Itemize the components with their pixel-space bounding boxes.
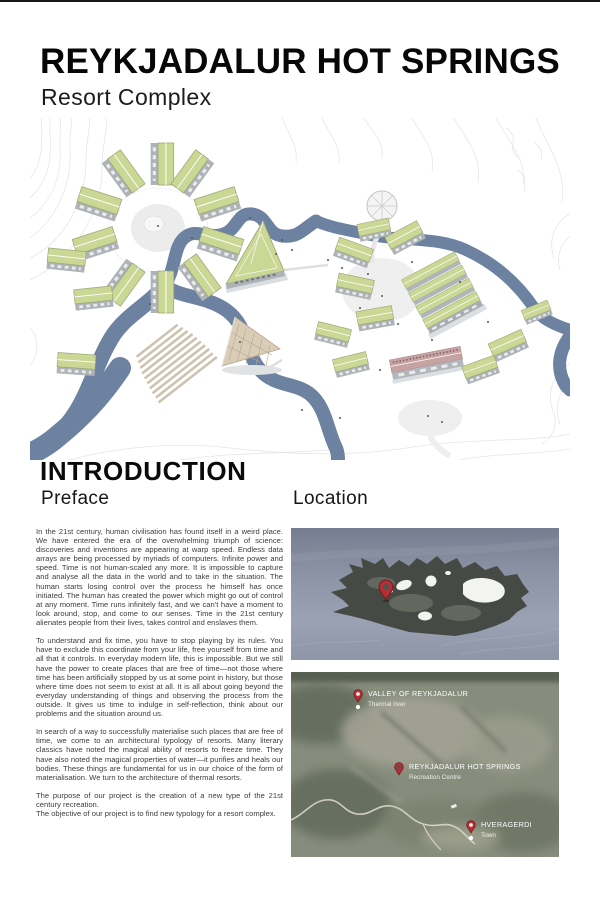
observation-pavilion [367, 191, 397, 221]
preface-heading: Preface [41, 488, 110, 509]
site-plan-illustration [30, 118, 570, 460]
page-top-border [0, 0, 600, 2]
preface-paragraph-1: In the 21st century, human civilisation has found itself in a weird place. We have entered the era of the overwhelming triumph of science: discoveries and inventions are appearing at warp speed. Endless data arrays are being processed by myriads of computers. Infinite power and speed. Time is not human-scaled any more. It is impossible to capture and analyse all the data in the world and to take in the situation. The human starts losing control over the process he himself has once initiated. The human has created the power which might go out of control at any moment. Time runs infinitely fast, and we can't have a moment to look around, stop, and come to our senses. Time in the 21st century alienates people from their lives, takes control and enslaves them. [36, 527, 283, 627]
location-maps [291, 528, 559, 857]
map-label-subtitle: Thermal river [368, 701, 406, 708]
map-label-title: VALLEY OF REYKJADALUR [368, 689, 469, 698]
map-label-title: HVERAGERDI [481, 820, 533, 829]
page-title: REYKJADALUR HOT SPRINGS [40, 42, 560, 81]
parking-area [398, 400, 462, 436]
spa-building [388, 346, 465, 384]
map-label-subtitle: Town [481, 832, 496, 839]
preface-paragraph-2: To understand and fix time, you have to stop playing by its rules. You have to exclude this coordinate from your life, free yourself from time and all that it controls. In everyday modern life, this is impossible. But we still have the power to create places that are free of time—not those where time has been artificially stopped by us at some point in history, but those where time does not seem to exist at all. It is all about going beyond the everyday understanding of things and observing the process from the outside. It gives us time to indulge in self-reflection, think about our problems and the situation around us. [36, 636, 283, 718]
introduction-heading: INTRODUCTION [40, 456, 247, 486]
path-to-parking [430, 436, 450, 456]
valley-aerial-map [291, 672, 559, 857]
map-label-subtitle: Recreation Centre [409, 774, 461, 781]
preface-paragraph-3: In search of a way to successfully materialise such places that are free of time, we come to an architectural typology of resorts. Many literary classics have noted the magical ability of resorts to freeze time. They have also noted the magical properties of water—it purifies and heals our bodies. These things are fundamental for us in our choice of the form of materialisation. We turn to the architecture of thermal resorts. [36, 727, 283, 782]
preface-paragraph-5: The objective of our project is to find new typology for a resort complex. [36, 809, 276, 819]
location-heading: Location [293, 488, 369, 509]
map-label-title: REYKJADALUR HOT SPRINGS [409, 762, 521, 771]
iceland-overview-map [291, 528, 559, 660]
left-plaza-inner [144, 216, 164, 232]
cabin-cluster-ring [46, 143, 243, 376]
page-subtitle: Resort Complex [41, 84, 212, 110]
amphitheatre-steps [127, 317, 217, 404]
hotel-block-building [400, 251, 487, 339]
preface-text-column [36, 527, 283, 827]
preface-paragraph-4: The purpose of our project is the creation of a new type of the 21st century recreation. [36, 791, 283, 810]
